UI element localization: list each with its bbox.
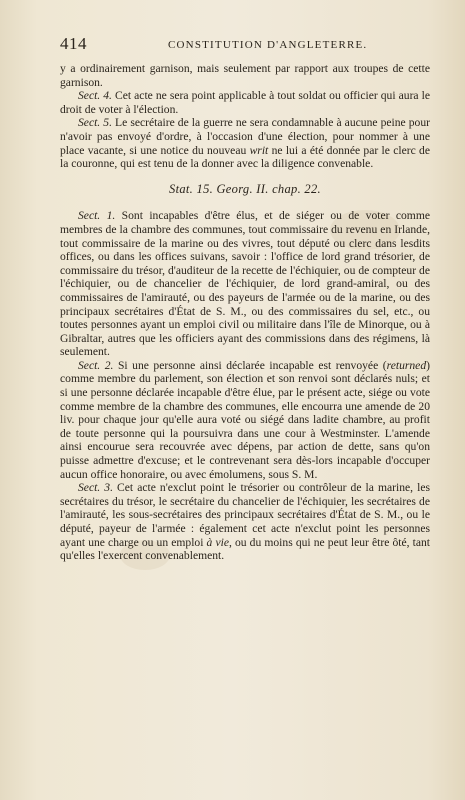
section-label: Sect. 5. [78,116,112,130]
italic-term: returned [386,358,427,372]
paragraph-text: Le secrétaire de la guerre ne sera condamnable à aucune peine pour n'avoir pas envoyé d'ordre, à l'occasion d'une élection, pour nommer à une place vacante, si une notice du nouveau [60,116,430,157]
paragraph-sect-5 [60,116,430,170]
section-label: Sect. 4. [78,89,112,103]
page-number: 414 [60,34,87,53]
section-label: Sect. 3. [78,481,113,495]
paragraph-sect-1 [60,209,430,359]
page-body [60,62,430,563]
italic-term: à vie [206,535,229,549]
section-label: Sect. 2. [78,358,114,372]
running-title: CONSTITUTION D'ANGLETERRE. [168,39,368,51]
section-label: Sect. 1. [78,209,116,223]
paragraph-sect-4 [60,89,430,116]
statute-heading: Stat. 15. Georg. II. chap. 22. [169,181,321,196]
page-header [60,34,430,54]
paragraph-sect-2 [60,359,430,481]
paragraph-text: y a ordinairement garnison, mais seulement par rapport aux troupes de cette garnison. [60,62,430,89]
paragraph-text: Sont incapables d'être élus, et de siéger ou de voter comme membres de la chambre des communes, tout commissaire du revenu en Irlande, tout commissaire de la marine ou des vivres, tout député ou clerc dans lesdits offices, ou dans les offices suivans, savoir : l'office de lord grand trésorier, de commissaire du trésor, d'auditeur de la recette de l'échiquier, ou de compteur de l'échiquier, ou de chancelier de l'échiquier, de lord grand-amiral, ou des commissaires de l'amirauté, ou des payeurs de l'armée ou de la marine, ou des principaux secrétaires d'État de S. M., ou des commissaires du sel, etc., ou toutes personnes ayant un emploi civil ou militaire dans l'île de Minorque, ou à Gibraltar, autres que les officiers ayant des commissions dans des régimens, là seulement. [60,209,430,359]
paragraph-text: , ou du moins qui ne peut leur être ôté, tant qu'elles l'exercent convenablement. [60,535,430,563]
paragraph-text: Si une personne ainsi déclarée incapable est renvoyée ( [113,358,387,372]
paragraph-text: Cet acte ne sera point applicable à tout soldat ou officier qui aura le droit de voter à l'élection. [60,89,430,116]
paragraph-text: Cet acte n'exclut point le trésorier ou contrôleur de la marine, les secrétaires du trésor, le secrétaire du chancelier de l'échiquier, les secrétaires de l'amirauté, les sous-secrétaires des principaux secrétaires d'État de S. M., ou le député, payeur de l'armée : également cet acte n'exclut point les personnes ayant une charge ou un emploi [60,481,430,549]
italic-term: writ [249,143,269,157]
paragraph-text: ne lui a été donnée par le clerc de la couronne, qui est tenu de la donner avec la diligence convenable. [60,143,430,171]
paragraph-continuation [60,62,430,89]
paragraph-text: ) comme membre du parlement, son élection et son renvoi sont déclarés nuls; et si une personne déclarée incapable d'être élue, par le présent acte, siége ou vote comme membre de la chambre des communes, elle encourra une amende de 20 liv. pour chaque jour qu'elle aura voté ou siégé dans ladite chambre, au profit de toute personne qui la poursuivra dans une cour à Westminster. L'amende ainsi encourue sera recouvrée avec dépens, par action de dette, sans qu'on puisse admettre d'excuse; et le contrevenant sera dès-lors incapable d'occuper aucun office honoraire, ou avec émolumens, sous S. M. [60,358,430,481]
paragraph-sect-3 [60,481,430,563]
